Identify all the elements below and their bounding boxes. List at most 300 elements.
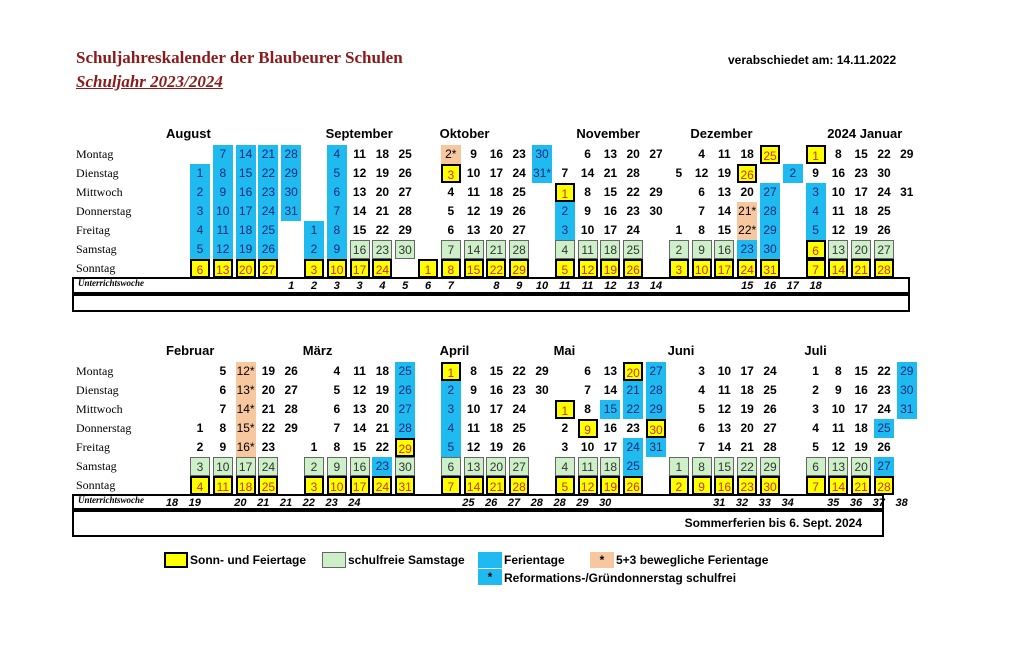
day-cell: 26 xyxy=(623,476,643,495)
day-cell: 28 xyxy=(284,402,298,416)
day-cell: 27 xyxy=(258,259,278,278)
day-cell: 5 xyxy=(806,221,826,240)
day-cell: 8 xyxy=(470,364,477,378)
day-cell: 16 xyxy=(714,240,734,259)
day-cell: 6 xyxy=(447,223,455,237)
day-cell: 20 xyxy=(486,457,506,476)
day-cell: 24 xyxy=(623,438,643,457)
day-cell: 1 xyxy=(310,440,318,454)
day-cell: 15 xyxy=(236,164,256,183)
day-cell: 17 xyxy=(489,166,504,180)
week-number: 12 xyxy=(604,280,617,292)
day-cell: 1 xyxy=(304,221,324,240)
weekday-label: Mittwoch xyxy=(76,185,123,199)
day-cell: 19 xyxy=(236,240,256,259)
day-cell: 9 xyxy=(692,240,712,259)
day-cell: 18 xyxy=(854,421,868,435)
day-cell: 26 xyxy=(395,381,415,400)
day-cell: 13 xyxy=(828,240,848,259)
day-cell: 16 xyxy=(603,204,618,218)
day-cell: 22 xyxy=(512,364,526,378)
day-cell: 25 xyxy=(398,147,412,161)
day-cell: 9 xyxy=(219,440,227,454)
day-cell: 11 xyxy=(578,457,598,476)
day-cell: 6 xyxy=(584,364,591,378)
day-cell: 20 xyxy=(375,402,390,416)
day-cell: 3 xyxy=(669,259,689,278)
day-cell: 6 xyxy=(584,147,591,161)
day-cell: 31 xyxy=(281,202,301,221)
day-cell: 28 xyxy=(874,259,894,278)
day-cell: 16* xyxy=(236,438,256,457)
day-cell: 24 xyxy=(372,259,392,278)
day-cell: 25 xyxy=(395,362,415,381)
day-cell: 7 xyxy=(327,202,347,221)
day-cell: 8 xyxy=(692,457,712,476)
day-cell: 28 xyxy=(646,381,666,400)
day-cell: 12 xyxy=(694,166,709,180)
day-cell: 12 xyxy=(831,223,846,237)
week-number: 28 xyxy=(553,497,566,509)
day-cell: 25 xyxy=(763,383,777,397)
week-number: 31 xyxy=(713,497,726,509)
day-cell: 4 xyxy=(555,457,575,476)
day-cell: 4 xyxy=(555,240,575,259)
day-cell: 12 xyxy=(352,166,367,180)
day-cell: 26 xyxy=(512,204,526,218)
week-number: 11 xyxy=(559,280,571,292)
day-cell: 28 xyxy=(763,440,777,454)
day-cell: 25 xyxy=(258,476,278,495)
day-cell: 27 xyxy=(512,223,526,237)
day-cell: 3 xyxy=(555,221,575,240)
day-cell: 3 xyxy=(190,202,210,221)
week-number: 11 xyxy=(581,280,594,292)
day-cell: 13 xyxy=(603,364,618,378)
day-cell: 26 xyxy=(258,240,278,259)
day-cell: 8 xyxy=(327,221,347,240)
day-cell: 18 xyxy=(375,364,390,378)
day-cell: 17 xyxy=(489,402,504,416)
day-cell: 12 xyxy=(831,440,846,454)
day-cell: 27 xyxy=(398,185,412,199)
week-number: 19 xyxy=(188,497,201,509)
day-cell: 22 xyxy=(375,440,390,454)
week-number: 22 xyxy=(302,497,315,509)
weekday-label: Montag xyxy=(76,364,114,378)
day-cell: 20 xyxy=(375,185,390,199)
day-cell: 28 xyxy=(509,476,529,495)
day-cell: 19 xyxy=(489,204,504,218)
day-cell: 10 xyxy=(831,402,846,416)
legend-saturday-label: schulfreie Samstage xyxy=(348,553,465,567)
day-cell: 24 xyxy=(763,364,777,378)
week-number: 24 xyxy=(348,497,361,509)
day-cell: 17 xyxy=(854,402,868,416)
day-cell: 16 xyxy=(489,383,504,397)
page-subtitle: Schuljahr 2023/2024 xyxy=(76,72,223,91)
day-cell: 10 xyxy=(717,364,732,378)
week-number: 20 xyxy=(234,497,247,509)
day-cell: 19 xyxy=(600,259,620,278)
day-cell: 15 xyxy=(600,400,620,419)
day-cell: 9 xyxy=(213,183,233,202)
legend-vacation-label: Ferientage xyxy=(504,553,565,567)
day-cell: 16 xyxy=(350,457,370,476)
day-cell: 11 xyxy=(353,364,366,378)
weekday-label: Samstag xyxy=(76,459,117,473)
week-number: 33 xyxy=(758,497,771,509)
day-cell: 21 xyxy=(375,421,390,435)
day-cell: 27 xyxy=(649,147,663,161)
day-cell: 22 xyxy=(258,164,278,183)
week-number: 35 xyxy=(827,497,840,509)
day-cell: 25 xyxy=(258,221,278,240)
day-cell: 13 xyxy=(603,147,618,161)
day-cell: 1 xyxy=(669,457,689,476)
day-cell: 23 xyxy=(626,204,640,218)
day-cell: 5 xyxy=(219,364,227,378)
day-cell: 1 xyxy=(196,421,204,435)
day-cell: 25 xyxy=(623,240,643,259)
day-cell: 18 xyxy=(236,476,256,495)
day-cell: 13 xyxy=(352,402,367,416)
week-number: 25 xyxy=(462,497,475,509)
day-cell: 12 xyxy=(352,383,367,397)
day-cell: 1 xyxy=(190,164,210,183)
day-cell: 2 xyxy=(555,202,575,221)
page-title: Schuljahreskalender der Blaubeurer Schulen xyxy=(76,48,403,67)
day-cell: 6 xyxy=(327,183,347,202)
week-number: 30 xyxy=(599,497,612,509)
legend-holiday-label: Sonn- und Feiertage xyxy=(190,553,307,567)
day-cell: 11 xyxy=(832,421,845,435)
week-number: 14 xyxy=(649,280,663,292)
day-cell: 29 xyxy=(649,185,663,199)
month-header: Juli xyxy=(804,343,827,358)
day-cell: 21 xyxy=(486,476,506,495)
day-cell: 20 xyxy=(740,421,754,435)
month-header: 2024 Januar xyxy=(827,126,903,141)
day-cell: 20 xyxy=(489,223,504,237)
day-cell: 31 xyxy=(395,476,415,495)
day-cell: 27 xyxy=(763,421,777,435)
week-number: 8 xyxy=(493,280,500,292)
week-number: 18 xyxy=(165,497,179,509)
day-cell: 11 xyxy=(467,421,480,435)
day-cell: 29 xyxy=(284,421,298,435)
weekday-label: Freitag xyxy=(76,440,110,454)
week-number: 7 xyxy=(447,280,454,292)
day-cell: 8 xyxy=(835,147,842,161)
day-cell: 20 xyxy=(236,259,256,278)
day-cell: 14 xyxy=(717,440,732,454)
day-cell: 29 xyxy=(897,362,917,381)
day-cell: 31 xyxy=(646,438,666,457)
week-row-label: Unterrichtswoche xyxy=(78,495,145,505)
week-number: 18 xyxy=(809,280,822,292)
day-cell: 16 xyxy=(603,421,618,435)
day-cell: 24 xyxy=(626,223,640,237)
week-number: 2 xyxy=(310,280,318,292)
day-cell: 6 xyxy=(806,240,826,259)
legend-saturday-swatch xyxy=(322,552,346,568)
day-cell: 7 xyxy=(219,402,227,416)
weekday-label: Dienstag xyxy=(76,166,119,180)
day-cell: 7 xyxy=(441,476,461,495)
month-header: Mai xyxy=(553,343,576,358)
legend-movable-label: 5+3 bewegliche Ferientage xyxy=(616,553,769,567)
month-header: Juni xyxy=(667,343,695,358)
day-cell: 18 xyxy=(489,421,504,435)
day-cell: 12 xyxy=(578,476,598,495)
day-cell: 14 xyxy=(828,476,848,495)
day-cell: 3 xyxy=(812,402,819,416)
day-cell: 7 xyxy=(698,204,705,218)
day-cell: 22 xyxy=(877,147,891,161)
day-cell: 14 xyxy=(717,204,732,218)
day-cell: 23 xyxy=(877,383,891,397)
day-cell: 25 xyxy=(512,421,526,435)
day-cell: 25 xyxy=(877,204,891,218)
day-cell: 28 xyxy=(874,476,894,495)
day-cell: 27 xyxy=(760,183,780,202)
day-cell: 8 xyxy=(213,164,233,183)
day-cell: 14* xyxy=(236,400,256,419)
day-cell: 30 xyxy=(649,204,663,218)
legend-holiday-swatch xyxy=(164,552,188,568)
day-cell: 8 xyxy=(584,185,591,199)
day-cell: 26 xyxy=(284,364,298,378)
day-cell: 13 xyxy=(717,185,732,199)
day-cell: 22 xyxy=(375,223,390,237)
day-cell: 18 xyxy=(600,240,620,259)
weekday-label: Samstag xyxy=(76,242,117,256)
week-number: 5 xyxy=(402,280,409,292)
day-cell: 31 xyxy=(897,400,917,419)
day-cell: 2* xyxy=(441,145,461,164)
day-cell: 24 xyxy=(512,166,526,180)
day-cell: 9 xyxy=(812,166,819,180)
day-cell: 21 xyxy=(258,145,278,164)
day-cell: 27 xyxy=(395,400,415,419)
month-header: August xyxy=(166,126,211,141)
day-cell: 23 xyxy=(626,421,640,435)
day-cell: 28 xyxy=(760,202,780,221)
day-cell: 26 xyxy=(623,259,643,278)
day-cell: 26 xyxy=(877,440,891,454)
day-cell: 17 xyxy=(740,364,754,378)
day-cell: 20 xyxy=(626,147,640,161)
day-cell: 3 xyxy=(190,457,210,476)
day-cell: 22 xyxy=(737,457,757,476)
day-cell: 30 xyxy=(532,145,552,164)
day-cell: 15 xyxy=(352,223,367,237)
day-cell: 19 xyxy=(489,440,504,454)
day-cell: 2 xyxy=(190,183,210,202)
day-cell: 7 xyxy=(806,259,826,278)
day-cell: 2 xyxy=(669,476,689,495)
day-cell: 16 xyxy=(831,166,846,180)
day-cell: 14 xyxy=(352,421,367,435)
day-cell: 2 xyxy=(669,240,689,259)
day-cell: 18 xyxy=(740,383,754,397)
day-cell: 10 xyxy=(466,402,481,416)
day-cell: 24 xyxy=(737,259,757,278)
day-cell: 10 xyxy=(466,166,481,180)
day-cell: 7 xyxy=(213,145,233,164)
week-number: 26 xyxy=(485,497,498,509)
day-cell: 10 xyxy=(213,202,233,221)
day-cell: 29 xyxy=(509,259,529,278)
day-cell: 15 xyxy=(464,259,484,278)
day-cell: 9 xyxy=(327,457,347,476)
day-cell: 18 xyxy=(236,221,256,240)
week-number: 32 xyxy=(735,497,749,509)
day-cell: 1 xyxy=(418,259,438,278)
day-cell: 7 xyxy=(561,166,569,180)
day-cell: 7 xyxy=(698,440,705,454)
day-cell: 5 xyxy=(698,402,705,416)
day-cell: 4 xyxy=(698,383,705,397)
day-cell: 20 xyxy=(740,185,754,199)
day-cell: 6 xyxy=(333,402,341,416)
day-cell: 26 xyxy=(737,164,757,183)
day-cell: 22 xyxy=(877,364,891,378)
weekday-label: Montag xyxy=(76,147,114,161)
day-cell: 21* xyxy=(737,202,757,221)
day-cell: 29 xyxy=(281,164,301,183)
week-number: 28 xyxy=(530,497,543,509)
day-cell: 11 xyxy=(718,147,731,161)
day-cell: 24 xyxy=(258,457,278,476)
day-cell: 18 xyxy=(854,204,868,218)
day-cell: 14 xyxy=(828,259,848,278)
day-cell: 14 xyxy=(236,145,256,164)
day-cell: 15 xyxy=(489,364,504,378)
weekday-label: Mittwoch xyxy=(76,402,123,416)
day-cell: 17 xyxy=(236,457,256,476)
day-cell: 5 xyxy=(441,438,461,457)
week-number: 21 xyxy=(279,497,293,509)
month-header: November xyxy=(576,126,640,141)
day-cell: 5 xyxy=(555,259,575,278)
day-cell: 1 xyxy=(441,362,461,381)
day-cell: 27 xyxy=(509,457,529,476)
day-cell: 10 xyxy=(327,259,347,278)
day-cell: 30 xyxy=(395,240,415,259)
day-cell: 5 xyxy=(675,166,683,180)
day-cell: 18 xyxy=(740,147,754,161)
day-cell: 9 xyxy=(470,383,477,397)
day-cell: 23 xyxy=(512,383,526,397)
day-cell: 4 xyxy=(698,147,705,161)
day-cell: 2 xyxy=(441,381,461,400)
weekday-label: Sonntag xyxy=(76,261,116,275)
day-cell: 19 xyxy=(854,440,868,454)
day-cell: 11 xyxy=(353,147,366,161)
day-cell: 30 xyxy=(646,419,666,438)
day-cell: 2 xyxy=(783,164,803,183)
day-cell: 12 xyxy=(717,402,732,416)
day-cell: 11 xyxy=(213,221,233,240)
day-cell: 14 xyxy=(603,383,618,397)
day-cell: 14 xyxy=(464,240,484,259)
day-cell: 5 xyxy=(333,383,341,397)
day-cell: 2 xyxy=(304,240,324,259)
day-cell: 17 xyxy=(714,259,734,278)
day-cell: 1 xyxy=(675,223,683,237)
week-number: 10 xyxy=(535,280,549,292)
week-number: 37 xyxy=(872,497,885,509)
weekday-label: Donnerstag xyxy=(76,421,132,435)
day-cell: 1 xyxy=(555,183,575,202)
day-cell: 20 xyxy=(851,457,871,476)
day-cell: 26 xyxy=(763,402,777,416)
day-cell: 1 xyxy=(806,145,826,164)
weekday-label: Dienstag xyxy=(76,383,119,397)
day-cell: 4 xyxy=(333,364,341,378)
day-cell: 4 xyxy=(441,419,461,438)
day-cell: 2 xyxy=(304,457,324,476)
day-cell: 22 xyxy=(626,185,640,199)
day-cell: 3 xyxy=(698,364,705,378)
month-header: April xyxy=(439,343,470,358)
day-cell: 13 xyxy=(213,259,233,278)
day-cell: 17 xyxy=(603,223,618,237)
day-cell: 29 xyxy=(760,457,780,476)
week-number: 6 xyxy=(424,280,432,292)
week-number: 38 xyxy=(895,497,908,509)
day-cell: 19 xyxy=(375,166,390,180)
day-cell: 4 xyxy=(190,476,210,495)
day-cell: 18 xyxy=(489,185,504,199)
day-cell: 30 xyxy=(760,476,780,495)
day-cell: 21 xyxy=(261,402,276,416)
day-cell: 30 xyxy=(877,166,891,180)
day-cell: 19 xyxy=(375,383,390,397)
day-cell: 23 xyxy=(372,457,392,476)
day-cell: 21 xyxy=(623,381,643,400)
day-cell: 7 xyxy=(806,476,826,495)
day-cell: 16 xyxy=(714,476,734,495)
day-cell: 4 xyxy=(447,185,455,199)
day-cell: 30 xyxy=(535,383,549,397)
week-number: 17 xyxy=(786,280,799,292)
weekday-label: Sonntag xyxy=(76,478,116,492)
day-cell: 10 xyxy=(692,259,712,278)
day-cell: 24 xyxy=(372,476,392,495)
day-cell: 12 xyxy=(213,240,233,259)
day-cell: 19 xyxy=(717,166,732,180)
day-cell: 7 xyxy=(333,421,341,435)
day-cell: 19 xyxy=(600,476,620,495)
day-cell: 11 xyxy=(213,476,233,495)
day-cell: 29 xyxy=(398,223,412,237)
day-cell: 24 xyxy=(877,402,891,416)
day-cell: 14 xyxy=(352,204,367,218)
day-cell: 6 xyxy=(441,457,461,476)
day-cell: 31 xyxy=(900,185,914,199)
day-cell: 11 xyxy=(832,204,845,218)
day-cell: 19 xyxy=(854,223,868,237)
day-cell: 28 xyxy=(395,419,415,438)
day-cell: 17 xyxy=(854,185,868,199)
day-cell: 11 xyxy=(718,383,731,397)
day-cell: 11 xyxy=(467,185,480,199)
day-cell: 28 xyxy=(398,204,412,218)
day-cell: 10 xyxy=(580,223,595,237)
